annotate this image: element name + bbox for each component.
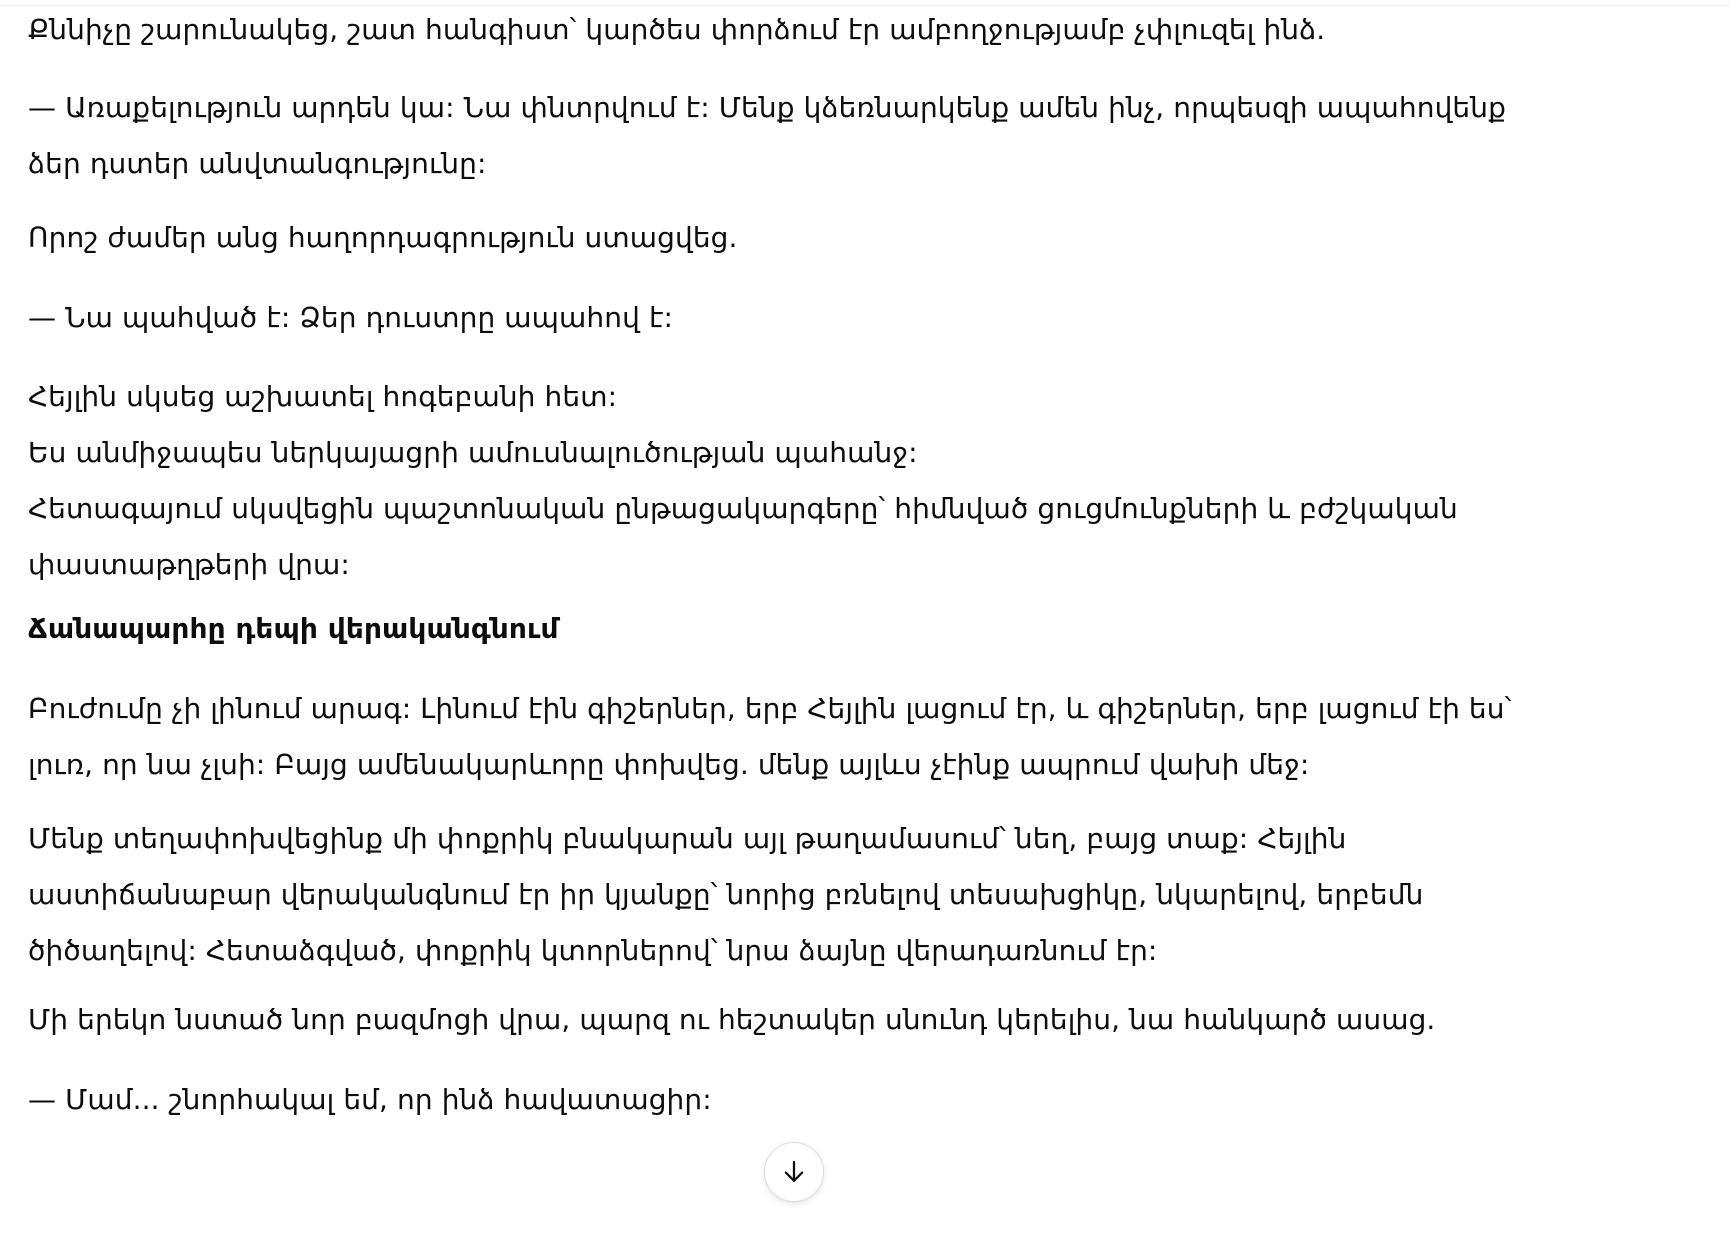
paragraph-line: լուռ, որ նա չլսի: Բայց ամենակարևորը փոխվեց. մենք այլևս չէինք ապրում վախի մեջ: bbox=[28, 748, 1310, 781]
paragraph-line: Ես անմիջապես ներկայացրի ամուսնալուծության պահանջ: bbox=[28, 436, 918, 469]
message-paragraph bbox=[28, 1072, 712, 1128]
message-paragraph bbox=[28, 369, 1458, 593]
paragraph-line: ձեր դստեր անվտանգությունը: bbox=[28, 147, 487, 180]
paragraph-line: — Առաքելություն արդեն կա: Նա փնտրվում է: Մենք կձեռնարկենք ամեն ինչ, որպեսզի ապահովենք bbox=[28, 91, 1507, 124]
message-paragraph bbox=[28, 80, 1506, 192]
paragraph-line: Բուժումը չի լինում արագ: Լինում էին գիշերներ, երբ Հեյլին լացում էր, և գիշերներ, երբ լացում էի ես՝ bbox=[28, 692, 1512, 725]
paragraph-line: Մենք տեղափոխվեցինք մի փոքրիկ բնակարան այլ թաղամասում՝ նեղ, բայց տաք: Հեյլին bbox=[28, 822, 1347, 855]
paragraph-line: Ճանապարհը դեպի վերականգնում bbox=[28, 612, 559, 645]
message-paragraph bbox=[28, 811, 1423, 979]
message-paragraph bbox=[28, 2, 1325, 58]
message-paragraph bbox=[28, 290, 673, 346]
paragraph-line: փաստաթղթերի վրա: bbox=[28, 548, 350, 581]
section-heading bbox=[28, 601, 559, 657]
message-paragraph bbox=[28, 992, 1435, 1048]
message-paragraph bbox=[28, 681, 1511, 793]
paragraph-line: — Մամ... շնորհակալ եմ, որ ինձ հավատացիր: bbox=[28, 1083, 712, 1116]
paragraph-line: Հետագայում սկսվեցին պաշտոնական ընթացակարգերը՝ հիմնված ցուցմունքների և բժշկական bbox=[28, 492, 1458, 525]
paragraph-line: աստիճանաբար վերականգնում էր իր կյանքը՝ նորից բռնելով տեսախցիկը, նկարելով, երբեմն bbox=[28, 878, 1424, 911]
arrow-down-icon bbox=[779, 1157, 809, 1187]
paragraph-line: — Նա պահված է: Ձեր դուստրը ապահով է: bbox=[28, 301, 674, 334]
message-paragraph bbox=[28, 210, 738, 266]
paragraph-line: Հեյլին սկսեց աշխատել հոգեբանի հետ: bbox=[28, 380, 618, 413]
paragraph-line: Քննիչը շարունակեց, շատ հանգիստ՝ կարծես փորձում էր ամբողջությամբ չփլուզել ինձ. bbox=[28, 13, 1326, 46]
paragraph-line: Որոշ ժամեր անց հաղորդագրություն ստացվեց. bbox=[28, 221, 738, 254]
paragraph-line: Մի երեկո նստած նոր բազմոցի վրա, պարզ ու հեշտակեր սնունդ կերելիս, նա հանկարծ ասաց. bbox=[28, 1003, 1436, 1036]
scroll-to-bottom-button[interactable] bbox=[764, 1142, 824, 1202]
paragraph-line: ծիծաղելով: Հետաձգված, փոքրիկ կտորներով՝ նրա ձայնը վերադառնում էր: bbox=[28, 934, 1158, 967]
